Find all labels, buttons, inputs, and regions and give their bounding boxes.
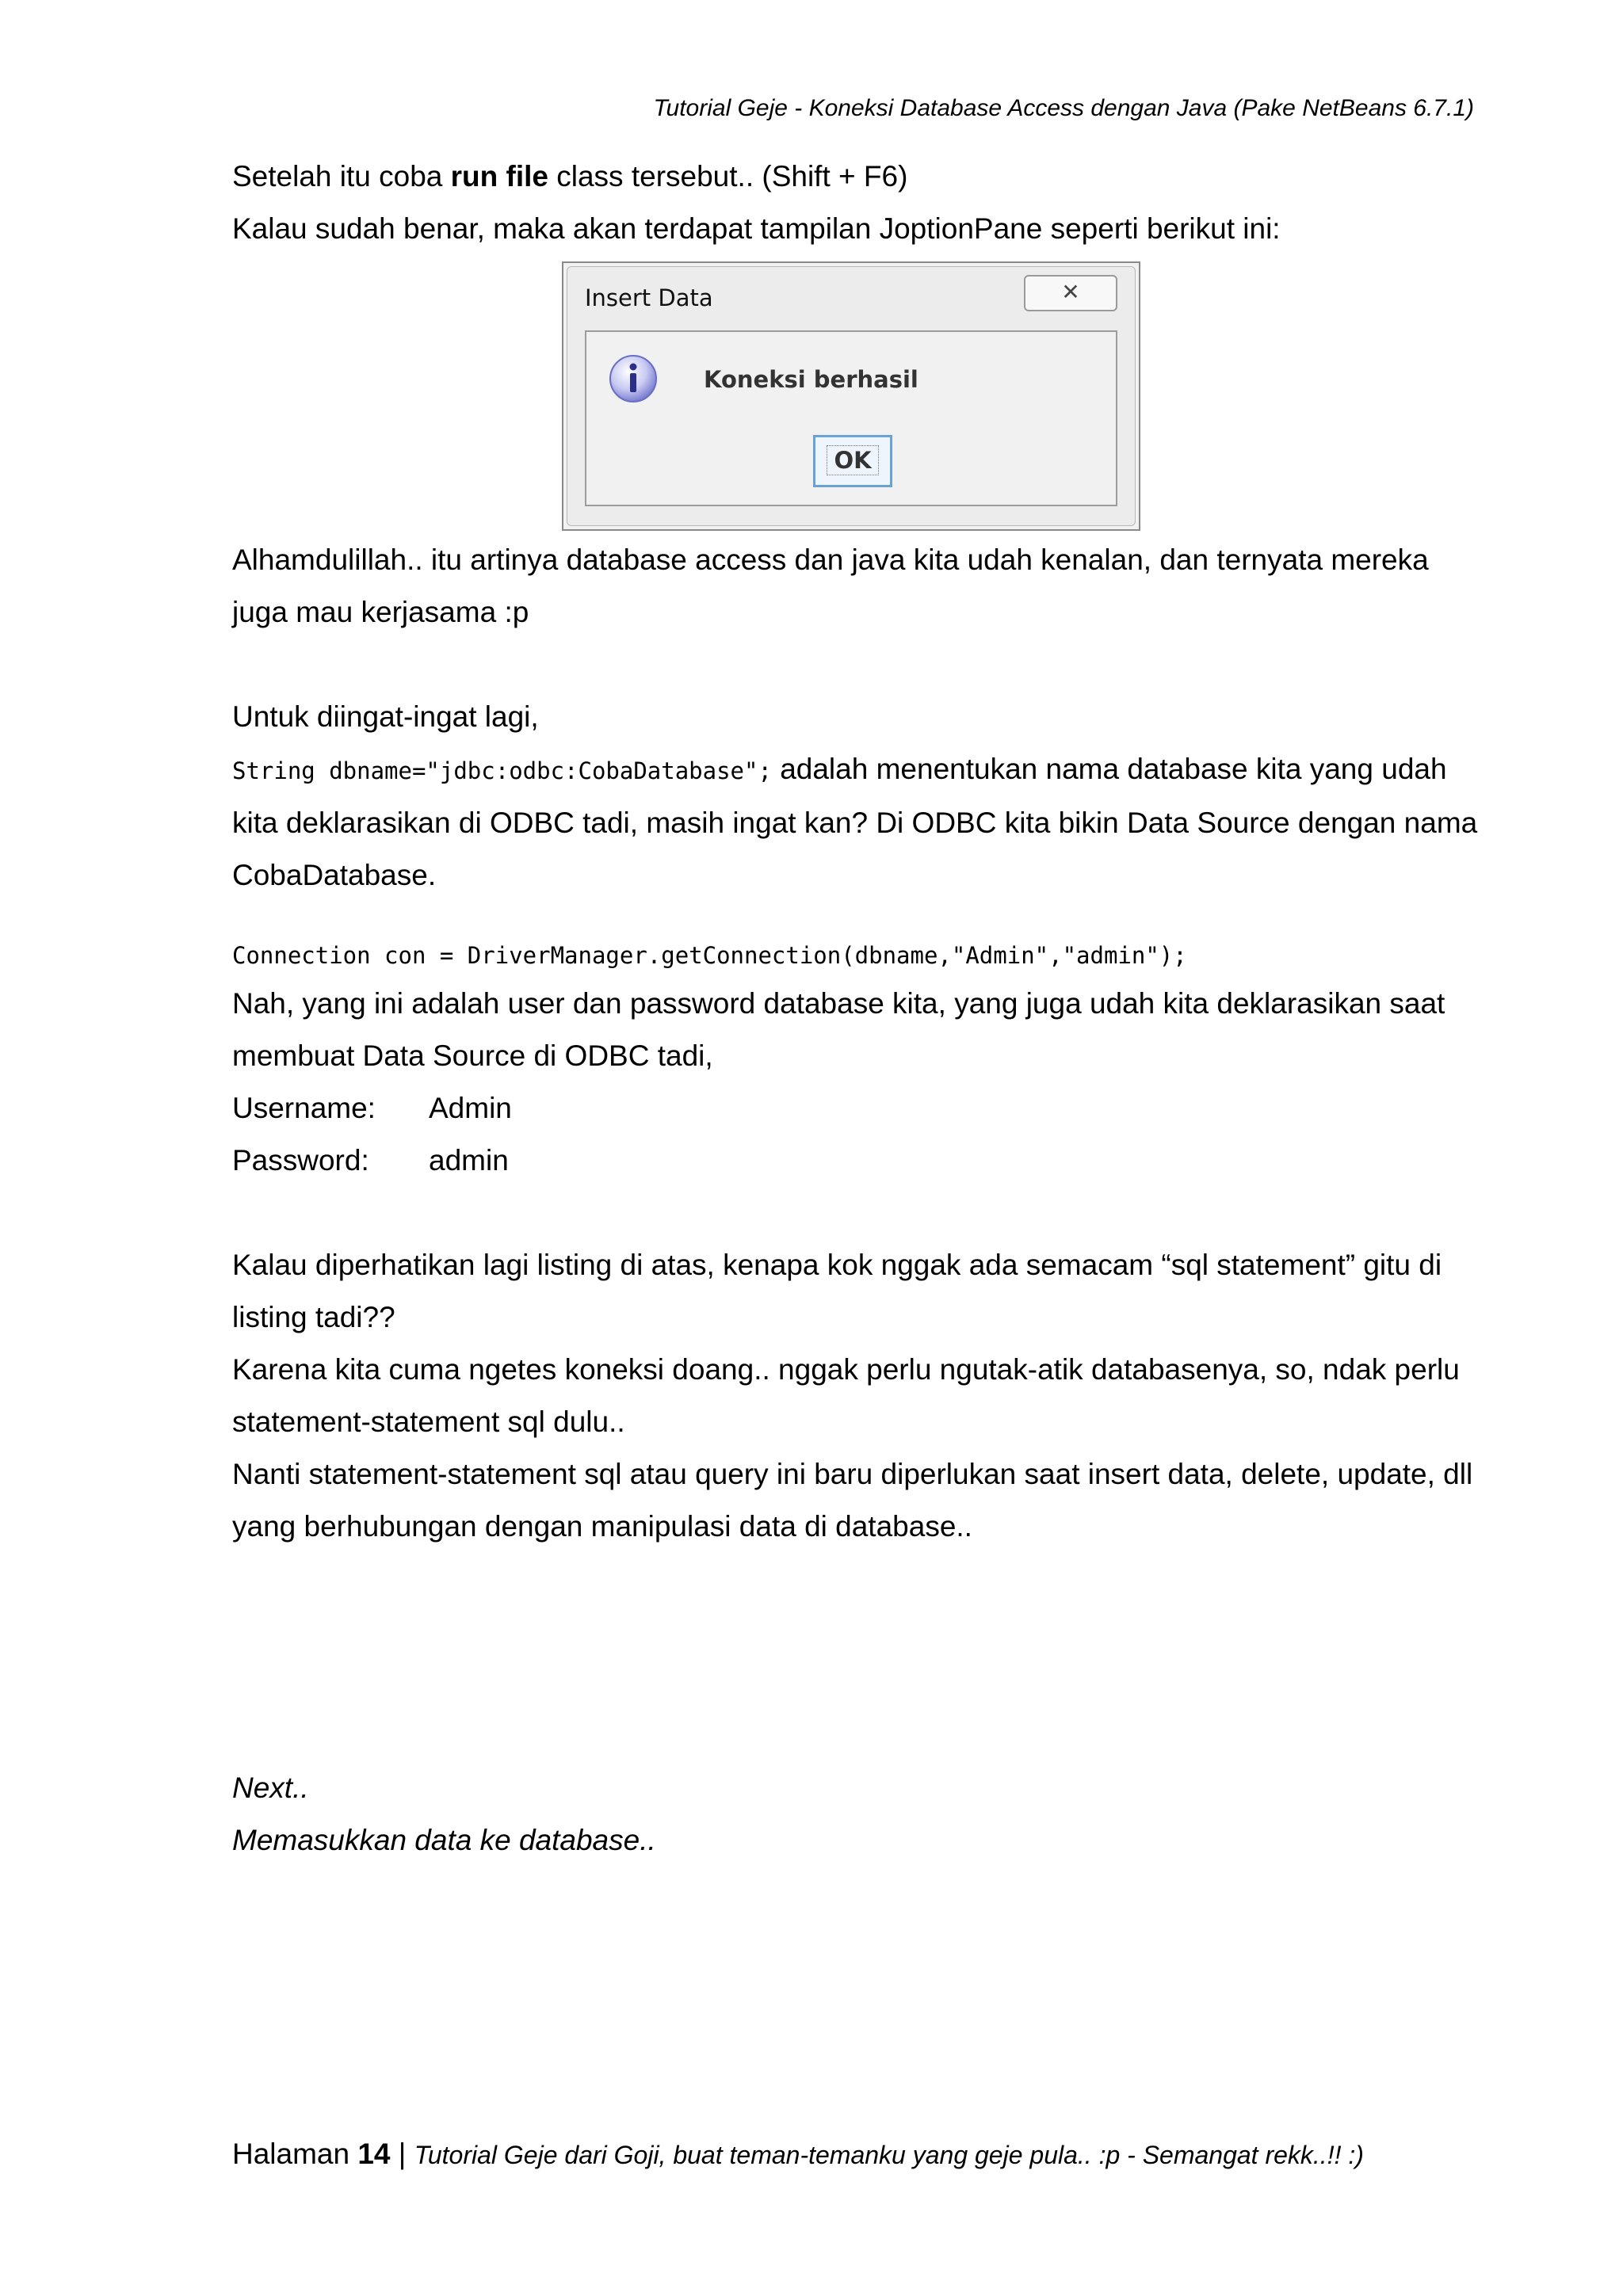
connection-code-line: Connection con = DriverManager.getConnection(dbname,"Admin","admin"); bbox=[232, 942, 1187, 969]
paragraph-reminder: Untuk diingat-ingat lagi, bbox=[232, 700, 539, 733]
intro-line-2: Kalau sudah benar, maka akan terdapat tampilan JoptionPane seperti berikut ini: bbox=[232, 212, 1281, 245]
password-row bbox=[232, 1135, 1484, 1187]
next-label: Next.. bbox=[232, 1772, 309, 1804]
dialog-screenshot-figure bbox=[232, 255, 1484, 534]
intro-text: Setelah itu coba bbox=[232, 160, 451, 193]
password-label: Password: bbox=[232, 1144, 369, 1177]
joptionpane-dialog bbox=[562, 261, 1140, 531]
dbname-explanation: adalah menentukan nama database kita yang udah kita deklarasikan di ODBC tadi, masih ingat kan? Di ODBC kita bikin Data Source dengan nama CobaDatabase. bbox=[232, 753, 1478, 891]
footer-separator: | bbox=[390, 2138, 414, 2170]
paragraph-alhamdulillah: Alhamdulillah.. itu artinya database access dan java kita udah kenalan, dan ternyata mereka juga mau kerjasama :p bbox=[232, 543, 1429, 628]
password-value: admin bbox=[429, 1144, 509, 1177]
dialog-message: Koneksi berhasil bbox=[704, 366, 918, 393]
dialog-title: Insert Data bbox=[585, 284, 713, 311]
paragraph-sql-question: Kalau diperhatikan lagi listing di atas, kenapa kok nggak ada semacam “sql statement” gitu di listing tadi?? bbox=[232, 1249, 1442, 1333]
paragraph-sql-later: Nanti statement-statement sql atau query ini baru diperlukan saat insert data, delete, update, dll yang berhubungan dengan manipulasi data di database.. bbox=[232, 1458, 1473, 1543]
spacer bbox=[232, 1553, 1484, 1762]
page-header: Tutorial Geje - Koneksi Database Access dengan Java (Pake NetBeans 6.7.1) bbox=[653, 95, 1474, 121]
dialog-body bbox=[585, 330, 1117, 506]
paragraph-dbname bbox=[232, 743, 1484, 902]
paragraph-user-password: Nah, yang ini adalah user dan password database kita, yang juga udah kita deklarasikan saat membuat Data Source di ODBC tadi, bbox=[232, 987, 1445, 1072]
paragraph-koneksi-test: Karena kita cuma ngetes koneksi doang.. nggak perlu ngutak-atik databasenya, so, ndak perlu statement-statement sql dulu.. bbox=[232, 1353, 1460, 1438]
intro-text-after: class tersebut.. (Shift + F6) bbox=[548, 160, 908, 193]
intro-line-1 bbox=[232, 151, 1484, 203]
close-icon[interactable]: ✕ bbox=[1024, 275, 1117, 311]
spacer bbox=[232, 1187, 1484, 1239]
footer-tagline: Tutorial Geje dari Goji, buat teman-temanku yang geje pula.. :p - Semangat rekk..!! :) bbox=[414, 2141, 1364, 2169]
page-content bbox=[232, 151, 1484, 1867]
dialog-frame bbox=[567, 266, 1136, 526]
footer-label: Halaman bbox=[232, 2138, 358, 2170]
run-file-emphasis: run file bbox=[450, 160, 548, 193]
page-number: 14 bbox=[357, 2138, 391, 2170]
username-row bbox=[232, 1082, 1484, 1135]
ok-button-label: OK bbox=[827, 445, 878, 475]
username-value: Admin bbox=[429, 1092, 512, 1124]
spacer bbox=[232, 639, 1484, 691]
info-icon bbox=[607, 353, 659, 405]
ok-button[interactable] bbox=[813, 435, 892, 487]
spacer bbox=[232, 902, 1484, 933]
username-label: Username: bbox=[232, 1092, 376, 1124]
dbname-code: String dbname="jdbc:odbc:CobaDatabase"; bbox=[232, 757, 772, 784]
next-topic: Memasukkan data ke database.. bbox=[232, 1824, 656, 1856]
page-footer bbox=[232, 2134, 1468, 2175]
